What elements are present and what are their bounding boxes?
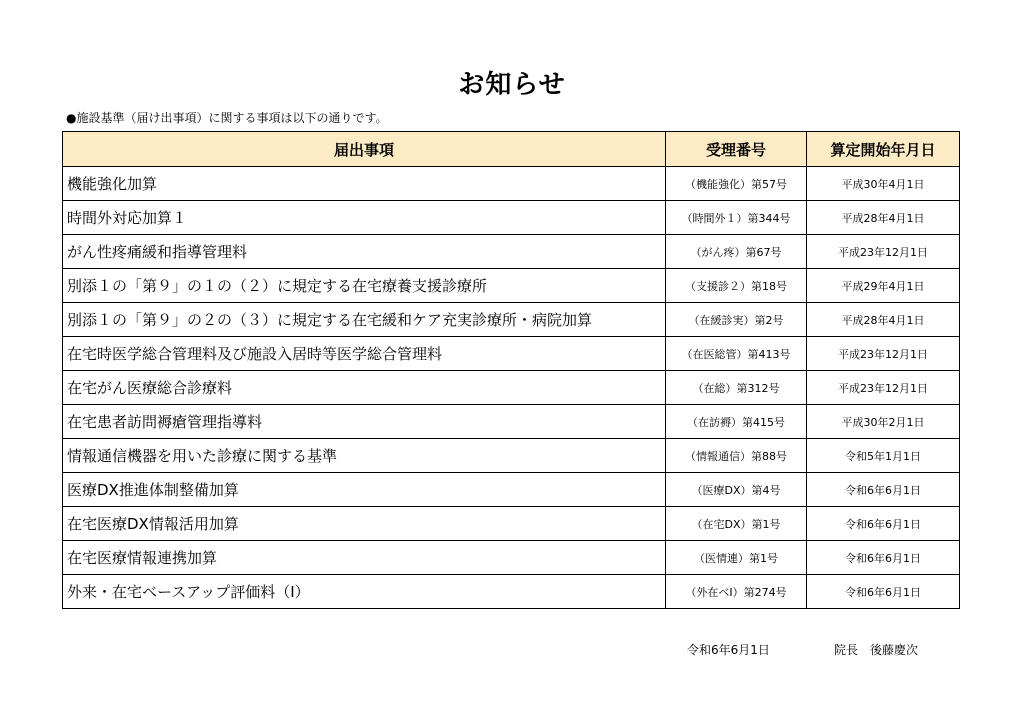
- row-number: （在訪褥）第415号: [666, 405, 807, 439]
- footer-signature: [834, 641, 918, 658]
- row-number: （機能強化）第57号: [666, 167, 807, 201]
- row-number: （在総）第312号: [666, 371, 807, 405]
- row-date: 平成23年12月1日: [807, 371, 960, 405]
- table-row: [63, 405, 960, 439]
- row-date: 令和6年6月1日: [807, 473, 960, 507]
- row-item: 時間外対応加算１: [63, 201, 666, 235]
- row-date: 平成30年2月1日: [807, 405, 960, 439]
- director-name: 後藤慶次: [870, 643, 919, 657]
- header-number: 受理番号: [666, 132, 807, 167]
- row-date: 平成28年4月1日: [807, 201, 960, 235]
- table-row: [63, 473, 960, 507]
- facility-standards-table: [62, 131, 960, 609]
- footer-date: 令和6年6月1日: [687, 643, 770, 657]
- row-date: 平成29年4月1日: [807, 269, 960, 303]
- row-number: （医情連）第1号: [666, 541, 807, 575]
- row-item: 在宅患者訪問褥瘡管理指導料: [63, 405, 666, 439]
- table-row: [63, 235, 960, 269]
- table-header-row: [63, 132, 960, 167]
- row-item: 機能強化加算: [63, 167, 666, 201]
- row-date: 令和6年6月1日: [807, 541, 960, 575]
- row-item: 在宅医療情報連携加算: [63, 541, 666, 575]
- table-row: [63, 507, 960, 541]
- row-item: 別添１の「第９」の１の（２）に規定する在宅療養支援診療所: [63, 269, 666, 303]
- row-item: 在宅医療DX情報活用加算: [63, 507, 666, 541]
- row-date: 平成23年12月1日: [807, 337, 960, 371]
- row-date: 平成28年4月1日: [807, 303, 960, 337]
- page-title: お知らせ: [458, 70, 566, 100]
- table-row: [63, 371, 960, 405]
- table-row: [63, 439, 960, 473]
- table-row: [63, 541, 960, 575]
- row-item: 外来・在宅ベースアップ評価料（Ⅰ）: [63, 575, 666, 609]
- row-number: （外在ベⅠ）第274号: [666, 575, 807, 609]
- row-item: 医療DX推進体制整備加算: [63, 473, 666, 507]
- row-item: 在宅がん医療総合診療料: [63, 371, 666, 405]
- row-number: （医療DX）第4号: [666, 473, 807, 507]
- header-item: 届出事項: [63, 132, 666, 167]
- row-date: 令和6年6月1日: [807, 507, 960, 541]
- table-row: [63, 337, 960, 371]
- row-date: 平成30年4月1日: [807, 167, 960, 201]
- row-item: 別添１の「第９」の２の（３）に規定する在宅緩和ケア充実診療所・病院加算: [63, 303, 666, 337]
- row-date: 令和5年1月1日: [807, 439, 960, 473]
- row-item: がん性疼痛緩和指導管理料: [63, 235, 666, 269]
- row-number: （在緩診実）第2号: [666, 303, 807, 337]
- director-title: 院長: [834, 643, 859, 657]
- row-date: 令和6年6月1日: [807, 575, 960, 609]
- row-item: 情報通信機器を用いた診療に関する基準: [63, 439, 666, 473]
- table-row: [63, 269, 960, 303]
- row-number: （支援診２）第18号: [666, 269, 807, 303]
- row-number: （情報通信）第88号: [666, 439, 807, 473]
- header-date: 算定開始年月日: [807, 132, 960, 167]
- row-number: （在医総管）第413号: [666, 337, 807, 371]
- table-row: [63, 575, 960, 609]
- table-row: [63, 201, 960, 235]
- intro-text: ●施設基準（届け出事項）に関する事項は以下の通りです。: [66, 111, 388, 125]
- row-number: （がん疼）第67号: [666, 235, 807, 269]
- row-number: （在宅DX）第1号: [666, 507, 807, 541]
- row-item: 在宅時医学総合管理料及び施設入居時等医学総合管理料: [63, 337, 666, 371]
- table-row: [63, 167, 960, 201]
- table-row: [63, 303, 960, 337]
- row-number: （時間外１）第344号: [666, 201, 807, 235]
- row-date: 平成23年12月1日: [807, 235, 960, 269]
